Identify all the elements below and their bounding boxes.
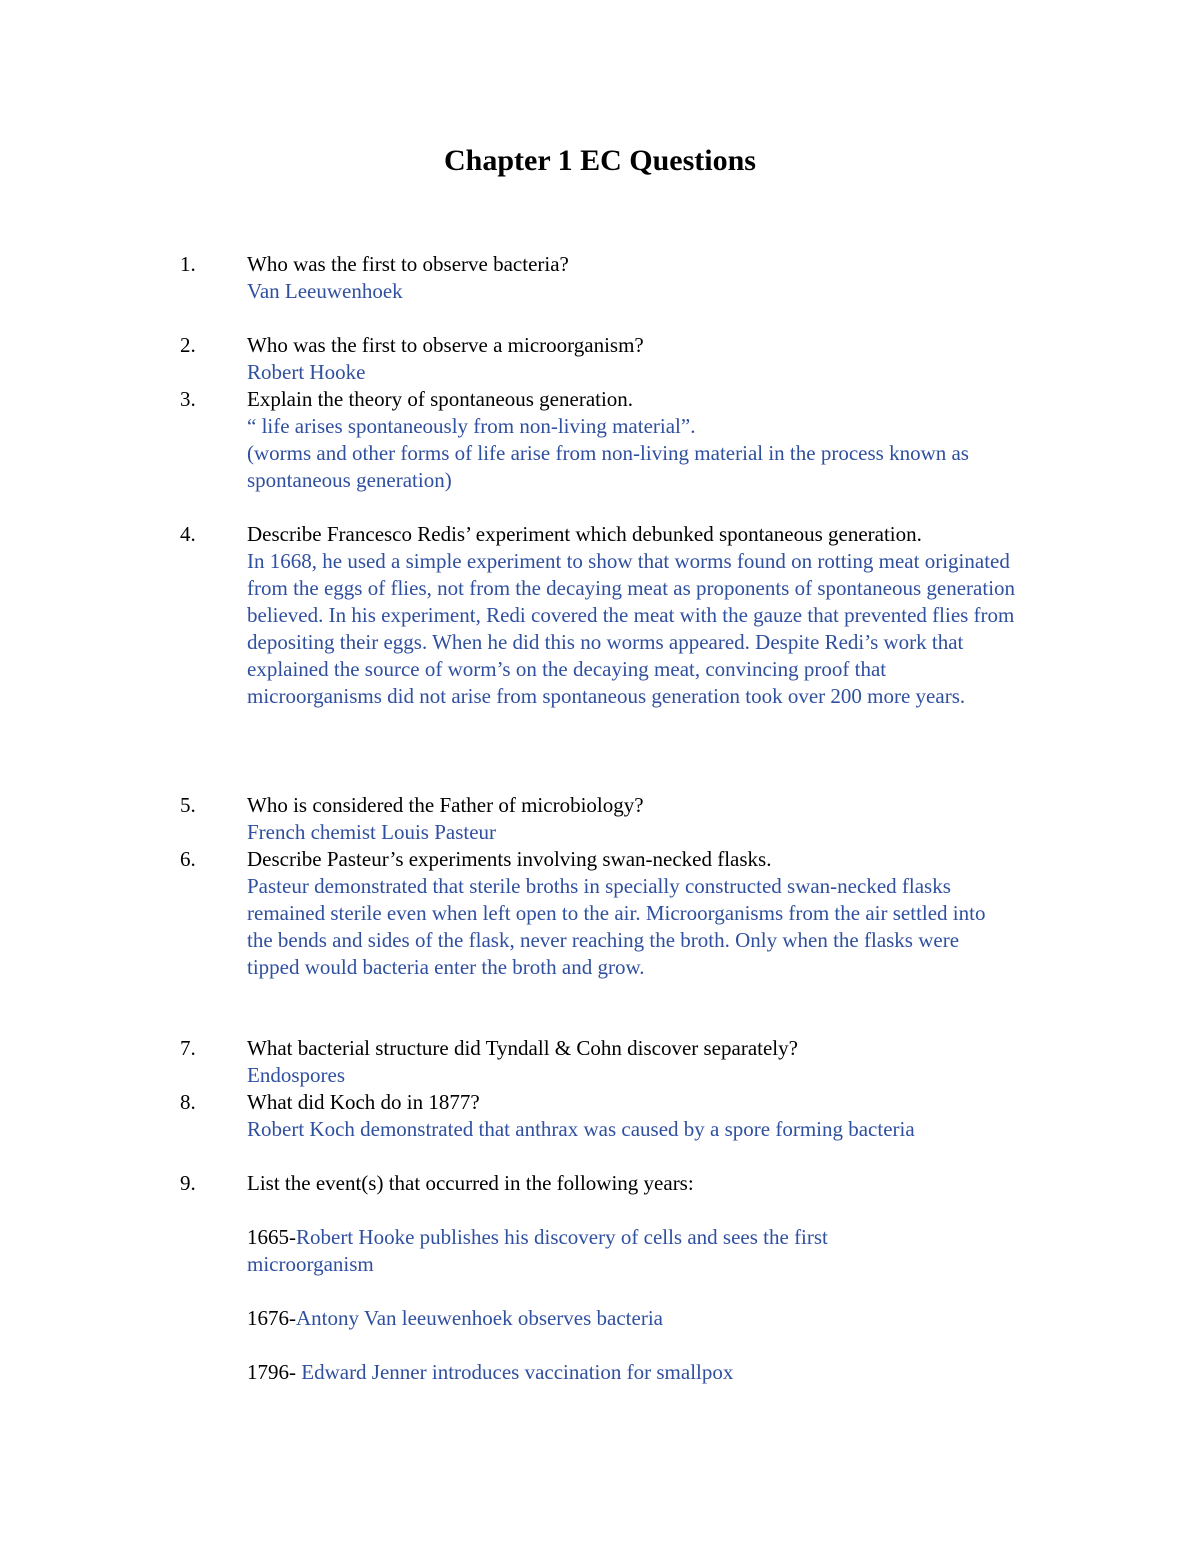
event-description: Antony Van leeuwenhoek observes bacteria: [296, 1306, 663, 1330]
question-text: What bacterial structure did Tyndall & Cohn discover separately?: [247, 1036, 798, 1060]
question-number: 6.: [180, 847, 196, 871]
answer-text: Endospores: [247, 1063, 345, 1087]
question-number: 2.: [180, 333, 196, 357]
question-text: Describe Pasteur’s experiments involving swan-necked flasks.: [247, 847, 772, 871]
answer-text: In 1668, he used a simple experiment to show that worms found on rotting meat originated from the eggs of flies, not from the decaying meat as proponents of spontaneous generation believed. In his experiment, Redi covered the meat with the gauze that prevented flies from depositing their eggs. When he did this no worms appeared. Despite Redi’s work that explained the source of worm’s on the decaying meat, convincing proof that microorganisms did not arise from spontaneous generation took over 200 more years.: [247, 549, 1016, 708]
answer-text: (worms and other forms of life arise from non-living material in the process known as spontaneous generation): [247, 441, 969, 492]
question-text: Who was the first to observe bacteria?: [247, 252, 569, 276]
question-number: 9.: [180, 1171, 196, 1195]
question-text: Who is considered the Father of microbiology?: [247, 793, 644, 817]
question-text: What did Koch do in 1877?: [247, 1090, 480, 1114]
question-item-9: [180, 1170, 1040, 1386]
event-year: 1665-: [247, 1225, 296, 1249]
answer-text: Robert Koch demonstrated that anthrax was caused by a spore forming bacteria: [247, 1117, 915, 1141]
question-number: 5.: [180, 793, 196, 817]
question-text: Who was the first to observe a microorganism?: [247, 333, 644, 357]
question-number: 7.: [180, 1036, 196, 1060]
question-text: Describe Francesco Redis’ experiment which debunked spontaneous generation.: [247, 522, 922, 546]
question-item-8: [180, 1089, 1040, 1143]
timeline-event: [247, 1305, 1040, 1332]
question-item-1: [180, 251, 1040, 305]
question-number: 1.: [180, 252, 196, 276]
question-number: 3.: [180, 387, 196, 411]
question-number: 4.: [180, 522, 196, 546]
question-item-3: [180, 386, 1040, 494]
question-item-2: [180, 332, 1040, 386]
event-description: Robert Hooke publishes his discovery of cells and sees the first microorganism: [247, 1225, 828, 1276]
question-item-7: [180, 1035, 1040, 1089]
question-number: 8.: [180, 1090, 196, 1114]
question-text: List the event(s) that occurred in the following years:: [247, 1171, 694, 1195]
event-description: Edward Jenner introduces vaccination for smallpox: [296, 1360, 734, 1384]
event-year: 1676-: [247, 1306, 296, 1330]
answer-text: French chemist Louis Pasteur: [247, 820, 497, 844]
page-title: Chapter 1 EC Questions: [444, 144, 756, 177]
answer-text: Pasteur demonstrated that sterile broths in specially constructed swan-necked flasks remained sterile even when left open to the air. Microorganisms from the air settled into the bends and sides of the flask, never reaching the broth. Only when the flasks were tipped would bacteria enter the broth and grow.: [247, 874, 986, 979]
answer-text: “ life arises spontaneously from non-living material”.: [247, 414, 696, 438]
answer-text: Van Leeuwenhoek: [247, 279, 403, 303]
event-year: 1796-: [247, 1360, 296, 1384]
answer-text: Robert Hooke: [247, 360, 366, 384]
timeline-event: [247, 1224, 927, 1278]
question-item-4: [180, 521, 1040, 710]
question-item-6: [180, 846, 1040, 981]
question-text: Explain the theory of spontaneous generation.: [247, 387, 634, 411]
question-item-5: [180, 792, 1040, 846]
timeline-event: [247, 1359, 1040, 1386]
